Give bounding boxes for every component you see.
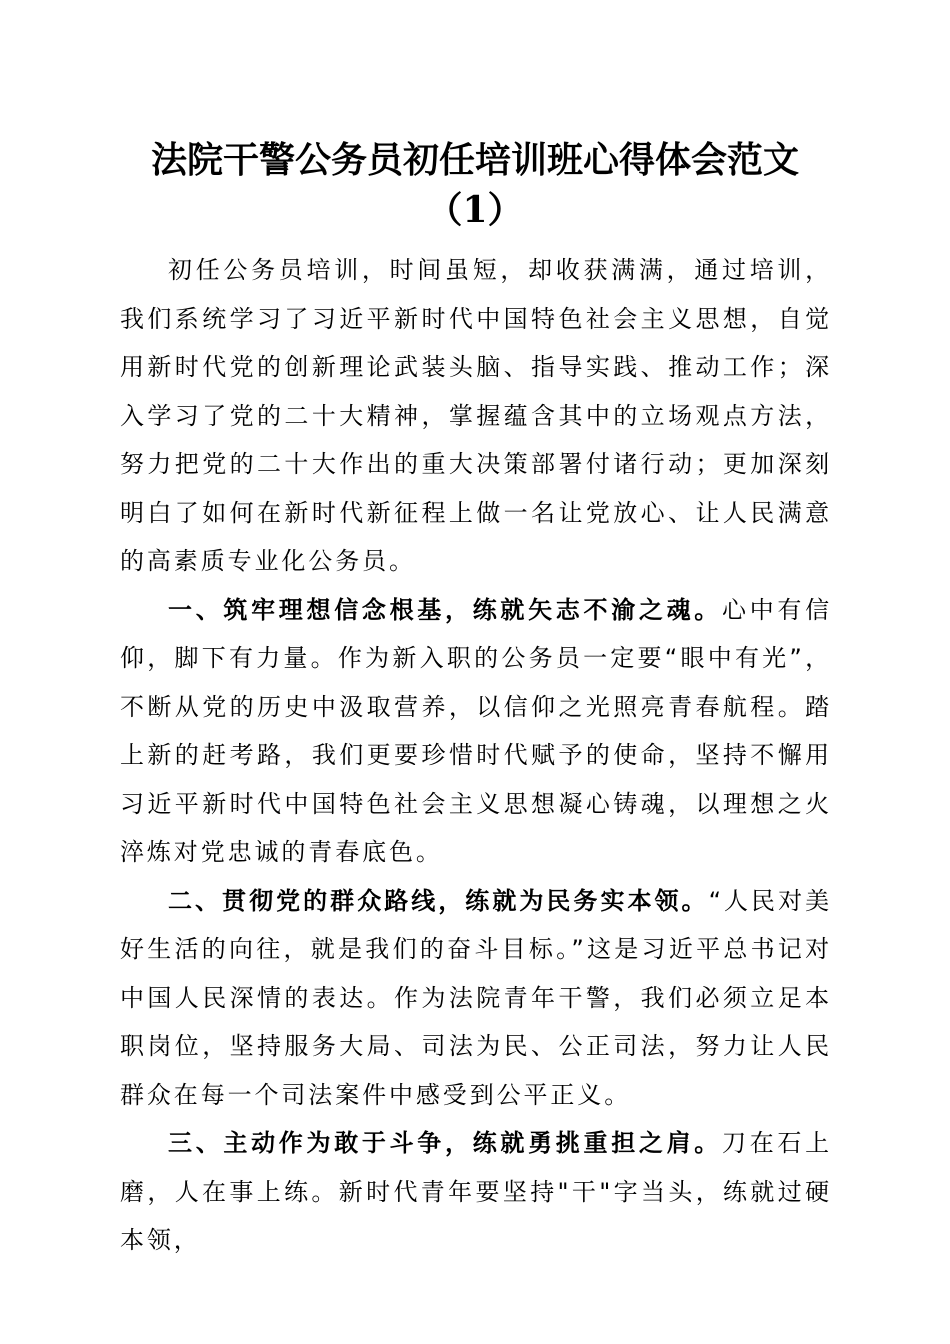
paragraph-intro [120,246,832,586]
section-heading-3: 三、主动作为敢于斗争，练就勇挑重担之肩。 [168,1129,722,1157]
paragraph-section-2 [120,877,832,1120]
section-heading-2: 二、贯彻党的群众路线，练就为民务实本领。 [168,886,709,915]
document-title: 法院干警公务员初任培训班心得体会范文 [150,139,799,181]
paragraph-section-1 [120,586,832,877]
paragraph-text: 心中有信仰，脚下有力量。作为新入职的公务员一定要“眼中有光”，不断从党的历史中汲取营养，以信仰之光照亮青春航程。踏上新的赶考路，我们更要珍惜时代赋予的使命，坚持不懈用习近平新时代中国特色社会主义思想凝心铸魂，以理想之火淬炼对党忠诚的青春底色。 [120,595,832,866]
paragraph-text: 刀在石上磨，人在事上练。新时代青年要坚持"干"字当头，练就过硬本领， [120,1129,832,1254]
paragraph-text: 初任公务员培训，时间虽短，却收获满满，通过培训，我们系统学习了习近平新时代中国特色社会主义思想，自觉用新时代党的创新理论武装头脑、指导实践、推动工作；深入学习了党的二十大精神，掌握蕴含其中的立场观点方法，努力把党的二十大作出的重大决策部署付诸行动；更加深刻明白了如何在新时代新征程上做一名让党放心、让人民满意的高素质专业化公务员。 [120,256,832,575]
section-heading-1: 一、筑牢理想信念根基，练就矢志不渝之魂。 [168,595,722,624]
document-body [120,246,832,1265]
paragraph-text: “人民对美好生活的向往，就是我们的奋斗目标。”这是习近平总书记对中国人民深情的表达。作为法院青年干警，我们必须立足本职岗位，坚持服务大局、司法为民、公正司法，努力让人民群众在每一个司法案件中感受到公平正义。 [120,886,833,1109]
paragraph-section-3 [120,1119,832,1265]
document-title-number: （1） [426,189,524,231]
